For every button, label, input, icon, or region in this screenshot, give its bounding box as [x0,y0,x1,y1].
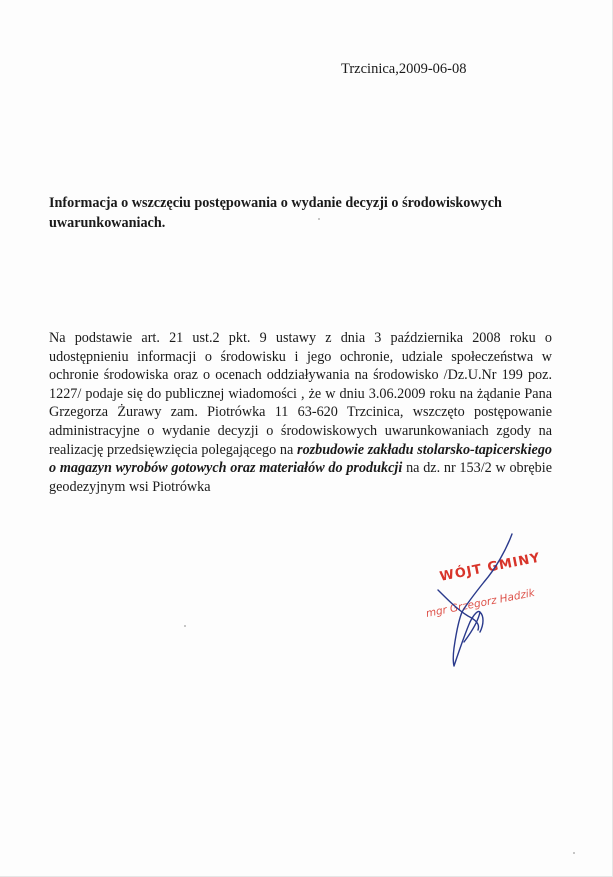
scan-speck [318,218,320,220]
stamp-name: mgr Grzegorz Hadzik [424,586,536,620]
document-date: Trzcinica,2009-06-08 [341,61,467,77]
document-title: Informacja o wszczęciu postępowania o wydanie decyzji o środowiskowych uwarunkowaniach. [49,195,502,231]
handwritten-signature-icon [418,530,568,680]
body-text-main: Na podstawie art. 21 ust.2 pkt. 9 ustawy z dnia 3 października 2008 roku o udostępnieniu informacji o środowisku i jego ochronie, udziale społeczeństwa w ochronie środowiska oraz o ocenach oddziaływania na środowisko /Dz.U.Nr 199 poz. 1227/ podaje się do publicznej wiadomości , że w dniu 3.06.2009 roku na żądanie Pana Grzegorza Żurawy zam. Piotrówka 11 63-620 Trzcinica, wszczęto postępowanie administracyjne o wydanie decyzji o środowiskowych uwarunkowaniach zgody na realizację przedsięwzięcia polegającego na [49,330,552,458]
body-text-emphasis: rozbudowie zakładu stolarsko-tapicerskiego o magazyn wyrobów gotowych oraz materiałów do produkcji [49,441,553,477]
scan-speck [184,625,186,627]
signature-stamp-block [418,530,568,680]
body-paragraph [49,329,552,496]
scan-speck [573,852,575,854]
body-text-tail: na dz. nr 153/2 w obrębie geodezyjnym wsi Piotrówka [49,460,553,495]
stamp-title: WÓJT GMINY [438,550,542,585]
